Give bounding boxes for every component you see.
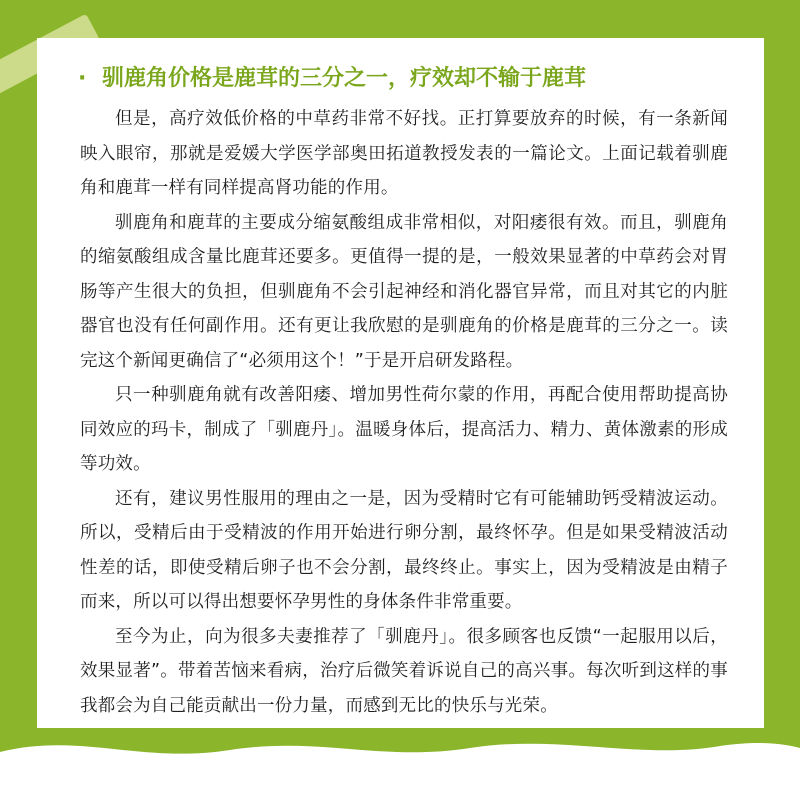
heading-title: 驯鹿角价格是鹿茸的三分之一，疗效却不输于鹿茸 — [102, 66, 587, 91]
bottom-wave-decoration — [0, 722, 800, 792]
heading-bullet: · — [78, 66, 87, 91]
paragraph: 至今为止，向为很多夫妻推荐了「驯鹿丹」。很多顾客也反馈“一起服用以后，效果显著”。带着苦恼来看病，治疗后微笑着诉说自己的高兴事。每次听到这样的事我都会为自己能贡献出一份力量，而感到无比的快乐与光荣。 — [80, 626, 728, 716]
section-heading — [78, 64, 758, 94]
paragraph: 只一种驯鹿角就有改善阳痿、增加男性荷尔蒙的作用，再配合使用帮助提高协同效应的玛卡，制成了「驯鹿丹」。温暖身体后，提高活力、精力、黄体激素的形成等功效。 — [80, 385, 728, 474]
paragraph: 还有，建议男性服用的理由之一是，因为受精时它有可能辅助钙受精波运动。所以，受精后由于受精波的作用开始进行卵分割，最终怀孕。但是如果受精波活动性差的话，即使受精后卵子也不会分割，最终终止。事实上，因为受精波是由精子而来，所以可以得出想要怀孕男性的身体条件非常重要。 — [80, 488, 728, 612]
article-body — [80, 102, 728, 723]
paragraph: 但是，高疗效低价格的中草药非常不好找。正打算要放弃的时候，有一条新闻映入眼帘，那就是爱媛大学医学部奥田拓道教授发表的一篇论文。上面记载着驯鹿角和鹿茸一样有同样提高肾功能的作用。 — [80, 109, 728, 198]
paragraph: 驯鹿角和鹿茸的主要成分缩氨酸组成非常相似，对阳痿很有效。而且，驯鹿角的缩氨酸组成含量比鹿茸还要多。更值得一提的是，一般效果显著的中草药会对胃肠等产生很大的负担，但驯鹿角不会引起神经和消化器官异常，而且对其它的内脏器官也没有任何副作用。还有更让我欣慰的是驯鹿角的价格是鹿茸的三分之一。读完这个新闻更确信了“必须用这个！”于是开启研发路程。 — [80, 212, 728, 371]
